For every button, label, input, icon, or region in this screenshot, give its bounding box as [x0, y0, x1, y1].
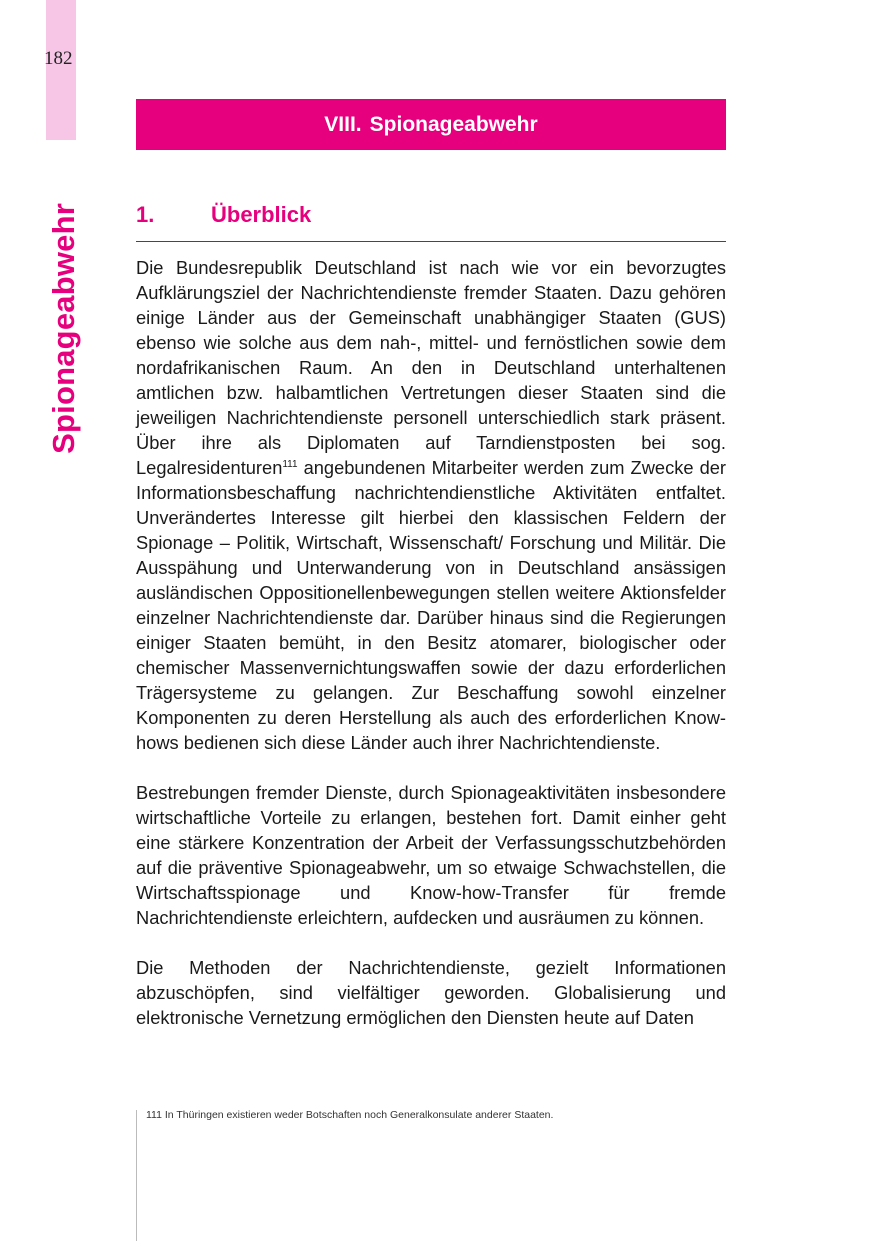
footnote-rule — [136, 1110, 137, 1241]
paragraph — [136, 255, 726, 755]
section-number: 1. — [136, 202, 155, 227]
footnote: 111 In Thüringen existieren weder Botschaften noch Generalkonsulate anderer Staaten. — [146, 1109, 554, 1121]
body-text — [136, 255, 726, 1055]
page-edge-strip — [46, 0, 76, 140]
side-running-title — [44, 182, 84, 454]
paragraph: Die Methoden der Nachrichtendienste, gezielt Informationen abzuschöpfen, sind vielfältiger geworden. Globalisierung und elektronische Vernetzung ermöglichen den Diensten heute auf Daten — [136, 957, 726, 1028]
side-title-text: Spionageabwehr — [46, 203, 81, 454]
chapter-number: VIII. — [324, 112, 362, 136]
footnote-reference[interactable]: 111 — [282, 459, 298, 470]
page-number: 182 — [44, 48, 73, 69]
chapter-title: Spionageabwehr — [369, 112, 538, 136]
paragraph-text: Die Bundesrepublik Deutschland ist nach wie vor ein bevorzugtes Aufklärungsziel der Nachrichtendienste fremder Staaten. Dazu gehören einige Länder aus der Gemeinschaft unabhängiger Staaten (GUS) ebenso wie solche aus dem nah-, mittel- und fernöstlichen sowie dem nordafrikanischen Raum. An den in Deutschland unterhaltenen amtlichen bzw. halbamtlichen Vertretungen dieser Staaten sind die jeweiligen Nachrichtendienste personell unterschiedlich stark präsent. Über ihre als Diplomaten auf Tarndienstposten bei sog. Legalresidenturen — [136, 257, 726, 478]
paragraph-text: angebundenen Mitarbeiter werden zum Zwecke der Informationsbeschaffung nachrichtendienstliche Aktivitäten entfaltet. Unverändertes Interesse gilt hierbei den klassischen Feldern der Spionage – Politik, Wirtschaft, Wissenschaft/ Forschung und Militär. Die Ausspähung und Unterwanderung von in Deutschland ansässigen ausländischen Oppositionellenbewegungen stellen weitere Aktionsfelder einzelner Nachrichtendienste dar. Darüber hinaus sind die Regierungen einiger Staaten bemüht, in den Besitz atomarer, biologischer oder chemischer Massenvernichtungswaffen sowie der dazu erforderlichen Trägersysteme zu gelangen. Zur Beschaffung sowohl einzelner Komponenten zu deren Herstellung als auch des erforderlichen Know-hows bedienen sich diese Länder auch ihrer Nachrichtendienste. — [136, 457, 726, 753]
chapter-banner — [136, 99, 726, 150]
section-title: Überblick — [211, 202, 312, 227]
section-heading — [136, 199, 726, 242]
paragraph: Bestrebungen fremder Dienste, durch Spionageaktivitäten insbesondere wirtschaftliche Vorteile zu erlangen, bestehen fort. Damit einher geht eine stärkere Konzentration der Arbeit der Verfassungsschutzbehörden auf die präventive Spionageabwehr, um so etwaige Schwachstellen, die Wirtschaftsspionage und Know-how-Transfer für fremde Nachrichtendienste erleichtern, aufdecken und ausräumen zu können. — [136, 782, 726, 928]
